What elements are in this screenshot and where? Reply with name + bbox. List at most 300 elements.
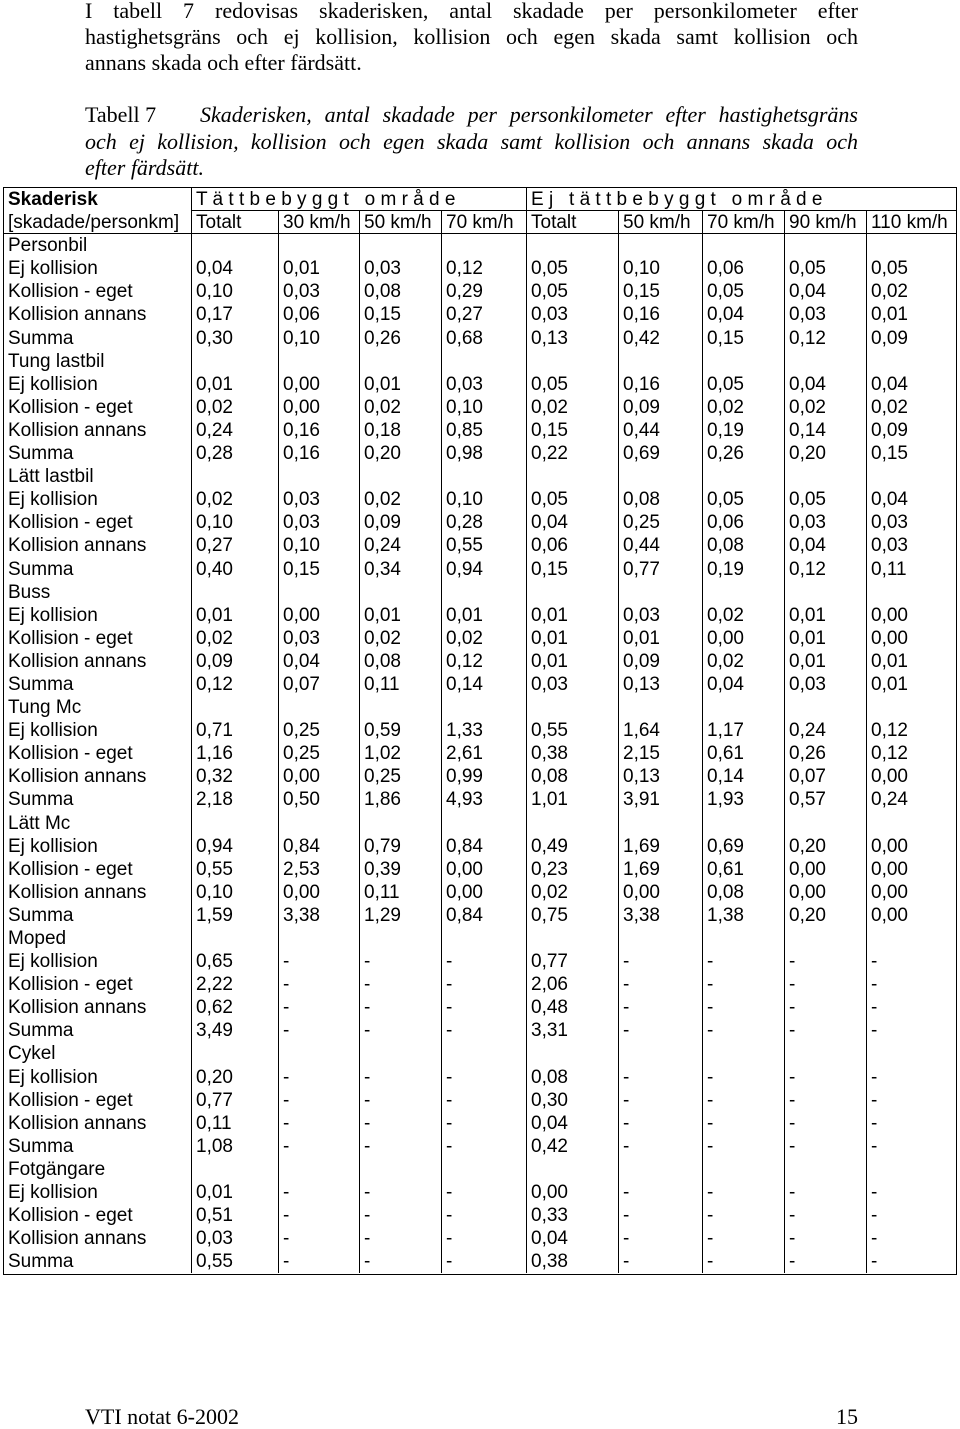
- value-cell: -: [866, 1112, 956, 1135]
- value-cell: -: [278, 1019, 359, 1042]
- value-cell: 0,08: [359, 650, 441, 673]
- value-cell: 0,09: [618, 650, 702, 673]
- value-cell: -: [441, 1250, 526, 1273]
- caption-title: Skaderisken, antal skadade per personkilometer efter hastighetsgräns: [200, 102, 858, 127]
- value-cell: 1,01: [526, 788, 618, 811]
- value-cell: 0,15: [702, 327, 784, 350]
- empty-cell: [784, 1042, 866, 1065]
- value-cell: 0,04: [278, 650, 359, 673]
- page-number: 15: [836, 1404, 858, 1429]
- value-cell: -: [359, 996, 441, 1019]
- empty-cell: [441, 1158, 526, 1181]
- empty-cell: [702, 927, 784, 950]
- value-cell: -: [866, 1089, 956, 1112]
- value-cell: -: [441, 1089, 526, 1112]
- value-cell: -: [278, 1135, 359, 1158]
- value-cell: 0,09: [618, 396, 702, 419]
- value-cell: -: [278, 1089, 359, 1112]
- empty-cell: [359, 1042, 441, 1065]
- value-cell: 1,08: [191, 1135, 278, 1158]
- value-cell: -: [441, 996, 526, 1019]
- value-cell: 0,08: [618, 488, 702, 511]
- value-cell: 0,24: [866, 788, 956, 811]
- empty-cell: [702, 1042, 784, 1065]
- row-label: Kollision annans: [8, 419, 147, 441]
- value-cell: 0,16: [618, 373, 702, 396]
- value-cell: 0,00: [702, 627, 784, 650]
- value-cell: -: [618, 1204, 702, 1227]
- value-cell: 0,00: [278, 881, 359, 904]
- value-cell: 0,11: [191, 1112, 278, 1135]
- value-cell: 0,55: [441, 534, 526, 557]
- value-cell: 0,03: [526, 303, 618, 326]
- value-cell: 0,04: [784, 280, 866, 303]
- value-cell: 0,10: [191, 280, 278, 303]
- value-cell: 0,13: [526, 327, 618, 350]
- row-label: Kollision annans: [8, 535, 147, 557]
- value-cell: 0,99: [441, 765, 526, 788]
- value-cell: 0,30: [526, 1089, 618, 1112]
- value-cell: 2,53: [278, 858, 359, 881]
- row-label: Ej kollision: [8, 720, 98, 742]
- value-cell: -: [784, 950, 866, 973]
- empty-cell: [191, 465, 278, 488]
- value-cell: -: [702, 950, 784, 973]
- value-cell: -: [784, 1250, 866, 1273]
- caption-line: och ej kollision, kollision och egen skada samt kollision och annans skada och: [85, 128, 858, 154]
- row-label: Kollision annans: [8, 766, 147, 788]
- value-cell: 0,94: [441, 558, 526, 581]
- value-cell: 0,02: [702, 604, 784, 627]
- row-label: Ej kollision: [8, 258, 98, 280]
- empty-cell: [702, 234, 784, 257]
- value-cell: 0,12: [866, 719, 956, 742]
- value-cell: 0,04: [784, 534, 866, 557]
- empty-cell: [278, 927, 359, 950]
- row-label: Summa: [8, 904, 74, 926]
- column-header: 70 km/h: [702, 211, 784, 234]
- intro-line: hastighetsgräns och ej kollision, kollision och egen skada samt kollision och: [85, 24, 858, 49]
- value-cell: 0,38: [526, 1250, 618, 1273]
- value-cell: 0,85: [441, 419, 526, 442]
- value-cell: -: [441, 1204, 526, 1227]
- value-cell: 0,94: [191, 835, 278, 858]
- empty-cell: [702, 812, 784, 835]
- value-cell: 0,01: [191, 1181, 278, 1204]
- value-cell: 0,01: [191, 604, 278, 627]
- row-label: Ej kollision: [8, 604, 98, 626]
- row-label: Ej kollision: [8, 951, 98, 973]
- value-cell: -: [278, 1204, 359, 1227]
- value-cell: -: [359, 973, 441, 996]
- value-cell: 0,28: [191, 442, 278, 465]
- value-cell: 0,15: [618, 280, 702, 303]
- value-cell: 0,77: [618, 558, 702, 581]
- value-cell: 0,12: [866, 742, 956, 765]
- corner-header-top: Skaderisk: [8, 189, 98, 210]
- value-cell: 0,04: [526, 511, 618, 534]
- value-cell: -: [278, 1181, 359, 1204]
- caption-label: Tabell 7: [85, 102, 157, 127]
- value-cell: 0,28: [441, 511, 526, 534]
- value-cell: 0,15: [278, 558, 359, 581]
- empty-cell: [191, 927, 278, 950]
- value-cell: -: [278, 973, 359, 996]
- value-cell: 1,02: [359, 742, 441, 765]
- empty-cell: [702, 465, 784, 488]
- value-cell: -: [702, 1135, 784, 1158]
- value-cell: -: [278, 1112, 359, 1135]
- value-cell: -: [441, 1112, 526, 1135]
- value-cell: 0,77: [191, 1089, 278, 1112]
- value-cell: 0,55: [191, 858, 278, 881]
- value-cell: 0,00: [441, 881, 526, 904]
- value-cell: 0,20: [784, 442, 866, 465]
- value-cell: -: [618, 1019, 702, 1042]
- value-cell: 0,05: [702, 488, 784, 511]
- value-cell: -: [702, 1227, 784, 1250]
- value-cell: -: [784, 996, 866, 1019]
- value-cell: 0,20: [191, 1066, 278, 1089]
- value-cell: 0,12: [784, 327, 866, 350]
- value-cell: 0,20: [784, 904, 866, 927]
- empty-cell: [359, 234, 441, 257]
- value-cell: 0,03: [191, 1227, 278, 1250]
- value-cell: 0,02: [441, 627, 526, 650]
- empty-cell: [359, 581, 441, 604]
- empty-cell: [526, 350, 618, 373]
- empty-cell: [784, 1158, 866, 1181]
- value-cell: 0,10: [441, 396, 526, 419]
- value-cell: 0,01: [191, 373, 278, 396]
- value-cell: 0,69: [702, 835, 784, 858]
- empty-cell: [866, 1158, 956, 1181]
- value-cell: -: [359, 1112, 441, 1135]
- empty-cell: [191, 234, 278, 257]
- row-label: Ej kollision: [8, 373, 98, 395]
- value-cell: -: [278, 1250, 359, 1273]
- value-cell: 0,02: [359, 627, 441, 650]
- value-cell: 0,03: [866, 511, 956, 534]
- value-cell: 0,03: [278, 511, 359, 534]
- empty-cell: [866, 812, 956, 835]
- value-cell: -: [441, 950, 526, 973]
- empty-cell: [784, 812, 866, 835]
- value-cell: 0,20: [784, 835, 866, 858]
- value-cell: -: [359, 1204, 441, 1227]
- value-cell: -: [866, 1204, 956, 1227]
- value-cell: -: [784, 1089, 866, 1112]
- value-cell: 1,69: [618, 858, 702, 881]
- value-cell: -: [784, 1181, 866, 1204]
- empty-cell: [359, 812, 441, 835]
- value-cell: -: [784, 1135, 866, 1158]
- column-header: 50 km/h: [618, 211, 702, 234]
- value-cell: 0,10: [278, 327, 359, 350]
- value-cell: 0,75: [526, 904, 618, 927]
- value-cell: 0,09: [866, 327, 956, 350]
- row-label: Summa: [8, 673, 74, 695]
- value-cell: 0,01: [278, 257, 359, 280]
- value-cell: 0,12: [784, 558, 866, 581]
- value-cell: 0,00: [441, 858, 526, 881]
- value-cell: 0,02: [784, 396, 866, 419]
- column-header: 110 km/h: [866, 211, 956, 234]
- value-cell: 0,26: [702, 442, 784, 465]
- empty-cell: [866, 350, 956, 373]
- value-cell: 0,02: [526, 881, 618, 904]
- value-cell: 0,17: [191, 303, 278, 326]
- value-cell: 3,49: [191, 1019, 278, 1042]
- value-cell: 0,05: [866, 257, 956, 280]
- row-label: Summa: [8, 789, 74, 811]
- empty-cell: [278, 812, 359, 835]
- value-cell: 0,04: [702, 673, 784, 696]
- value-cell: 1,33: [441, 719, 526, 742]
- row-label: Summa: [8, 558, 74, 580]
- empty-cell: [278, 350, 359, 373]
- value-cell: 0,12: [441, 257, 526, 280]
- row-label: Kollision annans: [8, 650, 147, 672]
- value-cell: 1,93: [702, 788, 784, 811]
- value-cell: 1,59: [191, 904, 278, 927]
- empty-cell: [866, 1042, 956, 1065]
- risk-table: [4, 188, 956, 1273]
- value-cell: -: [784, 1019, 866, 1042]
- value-cell: 0,26: [359, 327, 441, 350]
- page-footer: [85, 1406, 858, 1428]
- value-cell: 0,14: [441, 673, 526, 696]
- value-cell: 0,03: [784, 303, 866, 326]
- value-cell: 2,61: [441, 742, 526, 765]
- empty-cell: [526, 234, 618, 257]
- row-label: Kollision annans: [8, 1228, 147, 1250]
- empty-cell: [526, 1042, 618, 1065]
- empty-cell: [618, 1042, 702, 1065]
- value-cell: 0,13: [618, 673, 702, 696]
- row-label: Summa: [8, 443, 74, 465]
- value-cell: 0,50: [278, 788, 359, 811]
- value-cell: 0,01: [359, 373, 441, 396]
- row-label: Summa: [8, 1020, 74, 1042]
- value-cell: -: [441, 1019, 526, 1042]
- value-cell: -: [702, 996, 784, 1019]
- value-cell: -: [784, 1204, 866, 1227]
- empty-cell: [526, 812, 618, 835]
- empty-cell: [866, 696, 956, 719]
- empty-cell: [866, 581, 956, 604]
- empty-cell: [441, 1042, 526, 1065]
- value-cell: 0,02: [526, 396, 618, 419]
- value-cell: 0,04: [866, 488, 956, 511]
- empty-cell: [784, 465, 866, 488]
- value-cell: 0,09: [359, 511, 441, 534]
- value-cell: 0,55: [526, 719, 618, 742]
- value-cell: 1,69: [618, 835, 702, 858]
- value-cell: -: [618, 973, 702, 996]
- intro-line: annans skada och efter färdsätt.: [85, 50, 362, 75]
- empty-cell: [866, 465, 956, 488]
- value-cell: 0,14: [702, 765, 784, 788]
- value-cell: -: [278, 996, 359, 1019]
- row-label: Summa: [8, 327, 74, 349]
- value-cell: 0,08: [526, 1066, 618, 1089]
- value-cell: 0,03: [278, 280, 359, 303]
- value-cell: 0,02: [359, 396, 441, 419]
- value-cell: 0,03: [618, 604, 702, 627]
- value-cell: 0,59: [359, 719, 441, 742]
- value-cell: 3,38: [618, 904, 702, 927]
- value-cell: -: [702, 1204, 784, 1227]
- value-cell: 0,01: [784, 627, 866, 650]
- value-cell: 0,01: [526, 650, 618, 673]
- value-cell: 0,02: [191, 488, 278, 511]
- value-cell: 0,16: [618, 303, 702, 326]
- value-cell: 0,55: [191, 1250, 278, 1273]
- value-cell: 0,04: [191, 257, 278, 280]
- value-cell: -: [359, 1250, 441, 1273]
- empty-cell: [278, 1042, 359, 1065]
- value-cell: 0,13: [618, 765, 702, 788]
- value-cell: 0,00: [278, 373, 359, 396]
- empty-cell: [702, 1158, 784, 1181]
- value-cell: 0,05: [702, 280, 784, 303]
- value-cell: 0,00: [278, 396, 359, 419]
- value-cell: 0,03: [441, 373, 526, 396]
- value-cell: 0,01: [784, 650, 866, 673]
- empty-cell: [618, 812, 702, 835]
- value-cell: 0,01: [441, 604, 526, 627]
- value-cell: 0,04: [526, 1227, 618, 1250]
- empty-cell: [441, 581, 526, 604]
- value-cell: 0,19: [702, 558, 784, 581]
- empty-cell: [441, 927, 526, 950]
- value-cell: 2,06: [526, 973, 618, 996]
- row-label: Kollision - eget: [8, 1089, 133, 1111]
- column-header: 90 km/h: [784, 211, 866, 234]
- value-cell: 3,31: [526, 1019, 618, 1042]
- empty-cell: [784, 234, 866, 257]
- value-cell: 0,08: [526, 765, 618, 788]
- column-header: Totalt: [526, 211, 618, 234]
- value-cell: 0,71: [191, 719, 278, 742]
- value-cell: 0,34: [359, 558, 441, 581]
- value-cell: 0,00: [278, 765, 359, 788]
- value-cell: -: [702, 973, 784, 996]
- value-cell: 0,84: [278, 835, 359, 858]
- table-caption: [85, 102, 858, 182]
- value-cell: 1,86: [359, 788, 441, 811]
- empty-cell: [441, 812, 526, 835]
- section-label: Lätt lastbil: [8, 466, 94, 488]
- value-cell: 0,98: [441, 442, 526, 465]
- value-cell: -: [359, 1181, 441, 1204]
- empty-cell: [441, 465, 526, 488]
- value-cell: 0,00: [526, 1181, 618, 1204]
- value-cell: 0,44: [618, 419, 702, 442]
- value-cell: 0,77: [526, 950, 618, 973]
- row-label: Kollision - eget: [8, 743, 133, 765]
- empty-cell: [191, 1158, 278, 1181]
- value-cell: -: [866, 1066, 956, 1089]
- row-label: Kollision - eget: [8, 858, 133, 880]
- empty-cell: [526, 465, 618, 488]
- value-cell: 0,39: [359, 858, 441, 881]
- row-label: Ej kollision: [8, 489, 98, 511]
- value-cell: 0,09: [191, 650, 278, 673]
- empty-cell: [618, 581, 702, 604]
- section-label: Moped: [8, 928, 67, 949]
- empty-cell: [702, 350, 784, 373]
- empty-cell: [618, 234, 702, 257]
- empty-cell: [441, 234, 526, 257]
- value-cell: 0,14: [784, 419, 866, 442]
- value-cell: 0,00: [866, 904, 956, 927]
- value-cell: 4,93: [441, 788, 526, 811]
- value-cell: 2,18: [191, 788, 278, 811]
- value-cell: 0,03: [784, 511, 866, 534]
- value-cell: 0,00: [866, 858, 956, 881]
- value-cell: 0,00: [784, 858, 866, 881]
- empty-cell: [702, 581, 784, 604]
- empty-cell: [359, 465, 441, 488]
- value-cell: 0,33: [526, 1204, 618, 1227]
- value-cell: 0,15: [866, 442, 956, 465]
- value-cell: -: [441, 1227, 526, 1250]
- value-cell: -: [866, 950, 956, 973]
- value-cell: 0,07: [278, 673, 359, 696]
- row-label: Summa: [8, 1251, 74, 1273]
- value-cell: 0,06: [526, 534, 618, 557]
- empty-cell: [191, 812, 278, 835]
- empty-cell: [618, 465, 702, 488]
- value-cell: 0,44: [618, 534, 702, 557]
- value-cell: 0,08: [702, 534, 784, 557]
- value-cell: -: [441, 973, 526, 996]
- value-cell: 3,38: [278, 904, 359, 927]
- value-cell: 0,02: [191, 396, 278, 419]
- value-cell: 0,03: [278, 627, 359, 650]
- value-cell: -: [784, 973, 866, 996]
- row-label: Ej kollision: [8, 835, 98, 857]
- value-cell: -: [702, 1250, 784, 1273]
- footer-doc-id: VTI notat 6-2002: [85, 1404, 239, 1429]
- value-cell: -: [784, 1066, 866, 1089]
- empty-cell: [702, 696, 784, 719]
- value-cell: 0,25: [278, 742, 359, 765]
- caption-line: efter färdsätt.: [85, 155, 204, 180]
- value-cell: -: [441, 1135, 526, 1158]
- value-cell: 0,10: [191, 511, 278, 534]
- row-label: Kollision - eget: [8, 974, 133, 996]
- empty-cell: [191, 350, 278, 373]
- value-cell: 0,57: [784, 788, 866, 811]
- value-cell: 0,42: [618, 327, 702, 350]
- value-cell: 0,05: [526, 373, 618, 396]
- empty-cell: [441, 350, 526, 373]
- value-cell: 0,11: [359, 673, 441, 696]
- value-cell: 1,16: [191, 742, 278, 765]
- value-cell: -: [702, 1112, 784, 1135]
- value-cell: -: [441, 1066, 526, 1089]
- value-cell: -: [618, 1112, 702, 1135]
- value-cell: 0,03: [866, 534, 956, 557]
- value-cell: 0,02: [702, 396, 784, 419]
- value-cell: 0,25: [618, 511, 702, 534]
- empty-cell: [784, 581, 866, 604]
- value-cell: -: [359, 1089, 441, 1112]
- value-cell: -: [866, 1181, 956, 1204]
